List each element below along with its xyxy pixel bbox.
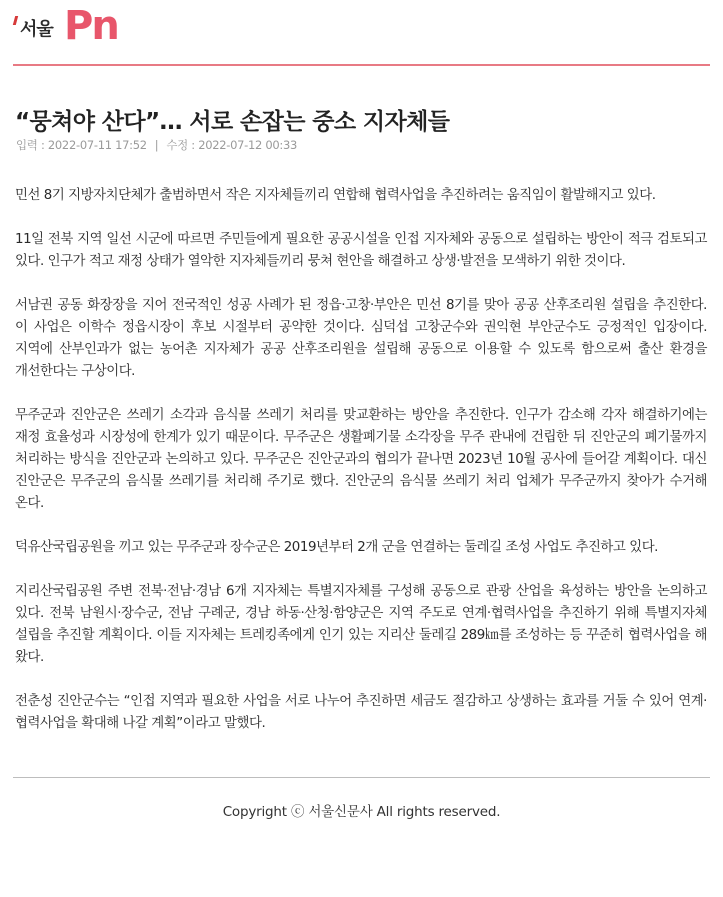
logo-text-brand: Pn [64, 3, 118, 49]
logo-accent-mark [13, 16, 18, 25]
copyright-notice: Copyright ⓒ 서울신문사 All rights reserved. [222, 804, 501, 820]
article-paragraph-6: 지리산국립공원 주변 전북·전남·경남 6개 지자체는 특별지자체를 구성해 공동으로 관광 산업을 육성하는 방안을 논의하고 있다. 전북 남원시·장수군, 전남 구례군, 경남 하동·산청·함양군은 지역 주도로 연계·협력사업을 추진하기 위해 특별지자체 설립을 추진할 계획이다. 이들 지자체는 트레킹족에게 인기 있는 지리산 둘레길 289㎞를 조성하는 등 꾸준히 협력사업을 해 왔다. [15, 584, 707, 665]
article-paragraph-1: 민선 8기 지방자치단체가 출범하면서 작은 지자체들끼리 연합해 협력사업을 추진하려는 움직임이 활발해지고 있다. [15, 188, 656, 203]
updated-date: 수정 : 2022-07-12 00:33 [166, 138, 298, 152]
article-body [15, 185, 707, 757]
article-paragraph-2: 11일 전북 지역 일선 시군에 따르면 주민들에게 필요한 공공시설을 인접 지자체와 공동으로 설립하는 방안이 적극 검토되고 있다. 인구가 적고 재정 상태가 열악한 지자체들끼리 뭉쳐 현안을 해결하고 상생·발전을 모색하기 위한 것이다. [15, 232, 707, 269]
published-date: 입력 : 2022-07-11 17:52 [16, 138, 147, 152]
article-paragraph-5: 덕유산국립공원을 끼고 있는 무주군과 장수군은 2019년부터 2개 군을 연결하는 둘레길 조성 사업도 추진하고 있다. [15, 540, 658, 555]
article-paragraph-3: 서남권 공동 화장장을 지어 전국적인 성공 사례가 된 정읍·고창·부안은 민선 8기를 맞아 공공 산후조리원 설립을 추진한다. 이 사업은 이학수 정읍시장이 후보 시절부터 공약한 것이다. 심덕섭 고창군수와 권익현 부안군수도 긍정적인 입장이다. 지역에 산부인과가 없는 농어촌 지자체가 공공 산후조리원을 설립해 공동으로 이용할 수 있도록 함으로써 출산 환경을 개선한다는 구상이다. [15, 298, 707, 379]
logo-text-korean: 서울 [20, 19, 53, 40]
article-paragraph-4: 무주군과 진안군은 쓰레기 소각과 음식물 쓰레기 처리를 맞교환하는 방안을 추진한다. 인구가 감소해 각자 해결하기에는 재정 효율성과 시장성에 한계가 있기 때문이다. 무주군은 생활폐기물 소각장을 무주 관내에 건립한 뒤 진안군의 폐기물까지 처리하는 방식을 진안군과 논의하고 있다. 무주군은 진안군과의 협의가 끝나면 2023년 10월 공사에 들어갈 계획이다. 대신 진안군은 무주군의 음식물 쓰레기를 처리해 주기로 했다. 진안군의 음식물 쓰레기 처리 업체가 무주군까지 찾아가 수거해 온다. [15, 408, 707, 511]
article-paragraph-7: 전춘성 진안군수는 “인접 지역과 필요한 사업을 서로 나누어 추진하면 세금도 절감하고 상생하는 효과를 거둘 수 있어 연계·협력사업을 확대해 나갈 계획”이라고 말했다. [15, 694, 707, 731]
meta-separator: | [154, 138, 159, 152]
article-meta [16, 137, 297, 153]
footer-divider [13, 777, 710, 778]
header-divider [13, 64, 710, 66]
article-title: “뭉쳐야 산다”… 서로 손잡는 중소 지자체들 [15, 109, 450, 136]
